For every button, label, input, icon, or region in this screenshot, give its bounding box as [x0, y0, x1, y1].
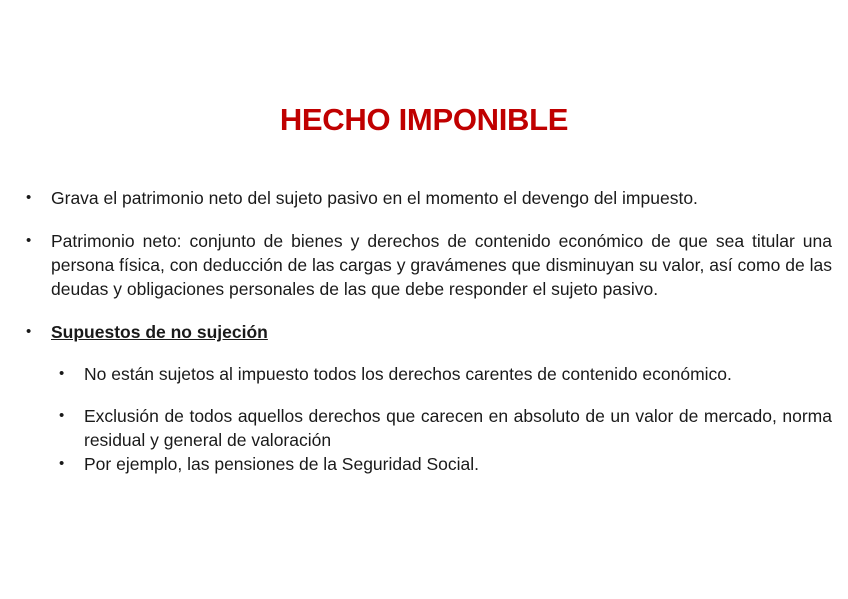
bullet-item-patrimonio-neto [26, 229, 832, 301]
slide-title: HECHO IMPONIBLE [279, 102, 569, 137]
bullet-list [26, 186, 832, 476]
bullet-icon: • [26, 189, 32, 206]
sub-bullet-item-no-sujetos [59, 362, 832, 386]
bullet-text: Por ejemplo, las pensiones de la Seguridad Social. [84, 454, 479, 474]
bullet-text: Patrimonio neto: conjunto de bienes y derechos de contenido económico de que sea titular una persona física, con deducción de las cargas y gravámenes que disminuyan su valor, así como de las deudas y obligaciones personales de las que debe responder el sujeto pasivo. [51, 231, 832, 299]
bullet-icon: • [59, 365, 65, 382]
bullet-item-hecho-grava [26, 186, 832, 210]
bullet-icon: • [26, 323, 32, 340]
sub-bullet-item-exclusion [59, 404, 832, 452]
sub-bullet-item-ejemplo [59, 452, 832, 476]
bullet-icon: • [26, 232, 32, 249]
bullet-text: No están sujetos al impuesto todos los derechos carentes de contenido económico. [84, 364, 732, 384]
bullet-icon: • [59, 455, 65, 472]
bullet-text: Exclusión de todos aquellos derechos que carecen en absoluto de un valor de mercado, norma residual y general de valoración [84, 406, 832, 450]
bullet-item-supuestos-no-sujecion [26, 320, 832, 344]
section-heading: Supuestos de no sujeción [51, 322, 268, 342]
bullet-icon: • [59, 407, 65, 424]
bullet-text: Grava el patrimonio neto del sujeto pasivo en el momento el devengo del impuesto. [51, 188, 698, 208]
